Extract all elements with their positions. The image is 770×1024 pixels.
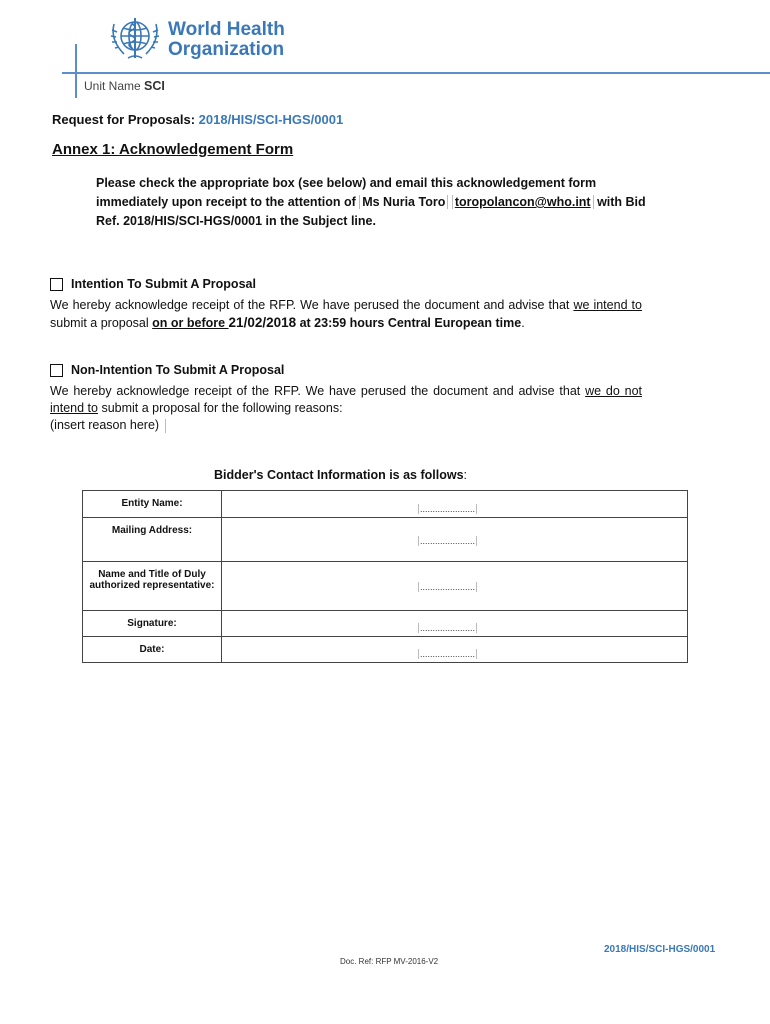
non-intention-checkbox[interactable]: [50, 364, 63, 377]
reason-placeholder: (insert reason here): [50, 418, 160, 432]
contact-title: [214, 468, 467, 482]
mailing-address-field[interactable]: [222, 518, 688, 562]
table-row: [83, 637, 688, 663]
intention-title: Intention To Submit A Proposal: [71, 277, 256, 291]
organization-name: [168, 20, 285, 60]
non-intention-text: [50, 383, 642, 417]
non-intention-underline: we do not intend to: [50, 384, 642, 415]
intention-underline-2: on or before: [152, 316, 229, 330]
annex-title: Annex 1: Acknowledgement Form: [52, 141, 294, 158]
date-label: Date:: [83, 637, 222, 663]
entity-name-value: ......................: [420, 504, 476, 514]
reason-field[interactable]: [50, 418, 166, 433]
rfp-line: [52, 112, 343, 127]
intro-text-2: with Bid Ref. 2018/HIS/SCI-HGS/0001 in the Subject line.: [96, 195, 646, 228]
intention-checkbox[interactable]: [50, 278, 63, 291]
intro-text-1: Please check the appropriate box (see below) and email this acknowledgement form immediately upon receipt to the attention of: [96, 176, 597, 209]
date-value: ......................: [420, 649, 476, 659]
table-row: [83, 562, 688, 611]
org-name-line1: World Health: [168, 19, 285, 40]
representative-label: Name and Title of Duly authorized representative:: [83, 562, 222, 611]
deadline-date: 21/02/2018: [228, 315, 297, 330]
intention-underline-1: we intend to: [573, 298, 642, 312]
entity-name-label: Entity Name:: [83, 491, 222, 518]
table-row: [83, 518, 688, 562]
header-vertical-rule: [75, 44, 77, 98]
intention-text-2: submit a proposal: [50, 316, 153, 330]
deadline-rest: at 23:59 hours Central European time: [296, 316, 522, 330]
mailing-address-value: ......................: [420, 536, 476, 546]
contact-name: Ms Nuria Toro: [359, 195, 448, 209]
reason-field-marker: [165, 419, 166, 433]
non-intention-title: Non-Intention To Submit A Proposal: [71, 363, 285, 377]
who-emblem-icon: [106, 14, 164, 67]
rfp-label: Request for Proposals:: [52, 112, 196, 127]
footer-reference: 2018/HIS/SCI-HGS/0001: [604, 944, 716, 955]
contact-title-text: Bidder's Contact Information is as follows: [214, 468, 464, 482]
intention-end: .: [521, 316, 525, 330]
intention-text: [50, 297, 642, 332]
non-intention-text-1: We hereby acknowledge receipt of the RFP. We have perused the document and advise that: [50, 384, 586, 398]
signature-label: Signature:: [83, 611, 222, 637]
representative-value: ......................: [420, 582, 476, 592]
org-name-line2: Organization: [168, 39, 285, 60]
rfp-reference: 2018/HIS/SCI-HGS/0001: [198, 112, 344, 127]
unit-value: SCI: [144, 79, 165, 93]
unit-label: Unit Name: [84, 79, 141, 93]
table-row: [83, 491, 688, 518]
intro-paragraph: [96, 174, 656, 231]
unit-name: [84, 79, 165, 93]
signature-field[interactable]: [222, 611, 688, 637]
intention-text-1: We hereby acknowledge receipt of the RFP. We have perused the document and advise that: [50, 298, 574, 312]
mailing-address-label: Mailing Address:: [83, 518, 222, 562]
table-row: [83, 611, 688, 637]
footer-doc-ref: Doc. Ref: RFP MV-2016-V2: [340, 957, 439, 966]
header-horizontal-rule: [62, 72, 770, 74]
entity-name-field[interactable]: [222, 491, 688, 518]
contact-email-link[interactable]: toropolancon@who.int: [452, 195, 594, 209]
contact-title-colon: :: [463, 468, 468, 482]
contact-table: [82, 490, 688, 663]
signature-value: ......................: [420, 623, 476, 633]
date-field[interactable]: [222, 637, 688, 663]
representative-field[interactable]: [222, 562, 688, 611]
non-intention-text-2: submit a proposal for the following reasons:: [97, 401, 343, 415]
